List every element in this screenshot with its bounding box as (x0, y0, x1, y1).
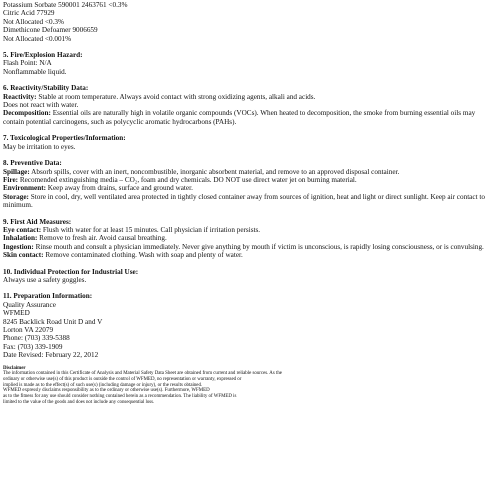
entry-text: Keep away from drains, surface and ground water. (46, 184, 193, 193)
skin-contact-entry (3, 251, 495, 259)
fax-number: Fax: (703) 339-1909 (3, 342, 63, 351)
entry-text: Flush with water for at least 15 minutes. Call physician if irritation persists. (41, 225, 261, 234)
disclaimer-line: WFMED expressly disclaims responsibility as to the ordinary or otherwise use(s). Furthermore, WFMED (3, 388, 210, 394)
ingredient-line: Not Allocated <0.3% (3, 17, 64, 26)
spillage-entry (3, 168, 495, 176)
entry-label: Environment: (3, 184, 46, 193)
section-protection (3, 268, 495, 285)
entry-label: Storage: (3, 192, 29, 201)
ingredient-line: Potassium Sorbate 590001 2463761 <0.3% (3, 1, 128, 9)
entry-text: Absorb spills, cover with an inert, noncombustible, inorganic absorbent material, and remove to an approved disposal container. (29, 167, 400, 176)
section-line: Does not react with water. (3, 101, 79, 110)
fire-entry (3, 176, 495, 184)
ingredient-line: Not Allocated <0.001% (3, 34, 72, 43)
date-revised: Date Revised: February 22, 2012 (3, 351, 99, 360)
disclaimer-line: as to the fitness for any use should consider nothing contained herein as a recommendation. The liability of WFMED is (3, 394, 237, 400)
section-line: Nonflammable liquid. (3, 67, 67, 76)
section-heading: 9. First Aid Measures: (3, 217, 72, 226)
section-heading: 5. Fire/Explosion Hazard: (3, 51, 83, 60)
disclaimer-title: Disclaimer (3, 365, 26, 371)
storage-entry (3, 193, 495, 210)
ingredient-line: Citric Acid 77929 (3, 9, 55, 18)
entry-text: Remove contaminated clothing. Wash with soap and plenty of water. (43, 251, 243, 260)
disclaimer-line: implied is made as to the effect(s) of such use(s) (including damage or injury), or the results obtained. (3, 382, 203, 388)
section-toxicology (3, 134, 495, 151)
company-name: WFMED (3, 309, 30, 318)
section-heading: 7. Toxicological Properties/Information: (3, 134, 126, 143)
disclaimer-line: The information contained in this Certificate of Analysis and Material Safety Data Sheet are obtained from current and reliable sources. As the (3, 371, 282, 377)
entry-label: Inhalation: (3, 234, 38, 243)
eye-contact-entry (3, 226, 495, 234)
entry-text: Remove to fresh air. Avoid causal breathing. (37, 234, 167, 243)
street-address: 8245 Backlick Road Unit D and V (3, 317, 103, 326)
entry-label: Reactivity: (3, 92, 37, 101)
decomposition-entry (3, 109, 495, 126)
section-line: May be irritation to eyes. (3, 142, 76, 151)
section-heading: 10. Individual Protection for Industrial Use: (3, 267, 139, 276)
section-heading: 11. Preparation Information: (3, 292, 93, 301)
entry-text: Rinse mouth and consult a physician immediately. Never give anything by mouth if victim is unconscious, is rapidly losing consciousness, or is convulsing. (33, 242, 484, 251)
phone-number: Phone: (703) 339-5388 (3, 334, 70, 343)
entry-text: Essential oils are naturally high in volatile organic compounds (VOCs). When heated to decomposition, the smoke from burning essential oils may contain potential carcinogens, such as polycyclic aromatic hydrocarbons (PAHs). (3, 109, 476, 126)
section-line: Always use a safety goggles. (3, 275, 87, 284)
section-heading: 8. Preventive Data: (3, 159, 62, 168)
entry-text: Store in cool, dry, well ventilated area protected in tightly closed container away from sources of ignition, heat and light or direct sunlight. Keep air contact to minimum. (3, 192, 485, 210)
disclaimer-line: ordinary or otherwise use(s) of this product is outside the control of WFMED, no representation or warranty, expressed or (3, 377, 242, 383)
entry-label: Skin contact: (3, 251, 44, 260)
section-line: Flash Point: N/A (3, 59, 52, 68)
section-fire-hazard (3, 51, 495, 76)
disclaimer (3, 366, 495, 406)
ingredient-list (3, 1, 495, 43)
environment-entry (3, 184, 495, 192)
reactivity-entry (3, 93, 495, 101)
section-heading: 6. Reactivity/Stability Data: (3, 84, 89, 93)
entry-label: Spillage: (3, 167, 30, 176)
disclaimer-line: limited to the value of the goods and does not include any consequential loss. (3, 399, 155, 405)
department-line: Quality Assurance (3, 300, 56, 309)
entry-label: Decomposition: (3, 109, 51, 118)
inhalation-entry (3, 234, 495, 242)
section-preventive (3, 159, 495, 209)
section-preparation (3, 292, 495, 359)
entry-label: Eye contact: (3, 225, 42, 234)
entry-text: Recomended extinguishing media – CO₂, foam and dry chemicals. DO NOT use direct water jet on burning material. (18, 175, 357, 184)
city-state-zip: Lorton VA 22079 (3, 326, 54, 334)
entry-text: Stable at room temperature. Always avoid contact with strong oxidizing agents, alkali and acids. (36, 92, 316, 101)
ingestion-entry (3, 243, 495, 251)
entry-label: Fire: (3, 175, 19, 184)
ingredient-line: Dimethicone Defoamer 9006659 (3, 26, 98, 35)
section-first-aid (3, 218, 495, 260)
entry-label: Ingestion: (3, 242, 34, 251)
section-reactivity (3, 84, 495, 126)
